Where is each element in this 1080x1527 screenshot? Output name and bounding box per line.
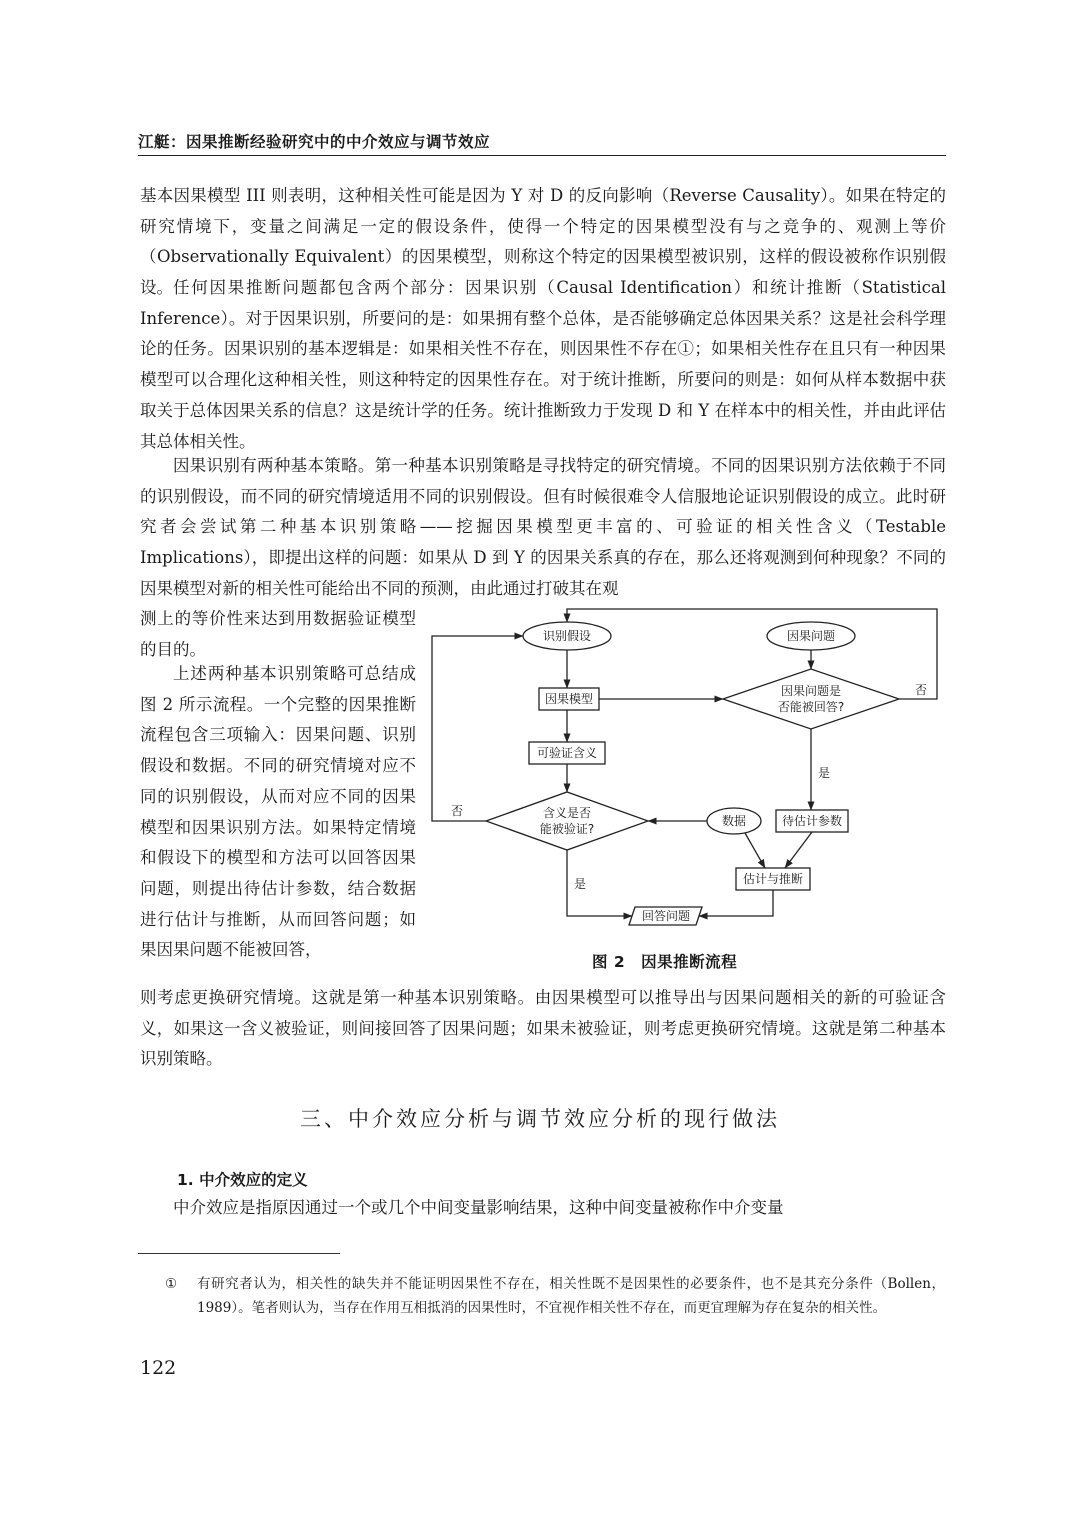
paragraph-identification-strategies-wrap: 测上的等价性来达到用数据验证模型的目的。 (140, 609, 416, 659)
label-parameter: 待估计参数 (781, 814, 843, 828)
footnote-text: 有研究者认为，相关性的缺失并不能证明因果性不存在，相关性既不是因果性的必要条件，也不是其充分条件（Bollen，1989）。笔者则认为，当存在作用互相抵消的因果性时，不宜视作相关性不存在，而更宜理解为存在复杂的相关性。 (197, 1276, 945, 1316)
paragraph-identification-strategies: 因果识别有两种基本策略。第一种基本识别策略是寻找特定的研究情境。不同的因果识别方法依赖于不同的识别假设，而不同的研究情境适用不同的识别假设。但有时候很难令人信服地论证识别假设的成立。此时研究者会尝试第二种基本识别策略——挖掘因果模型更丰富的、可验证的相关性含义（Testable Implications），即提出这样的问题：如果从 D 到 Y 的因果关系真的存在，那么还将观测到何种现象？不同的因果模型对新的相关性可能给出不同的预测，由此通过打破其在观 (140, 456, 946, 598)
label-answer: 回答问题 (641, 909, 691, 923)
paragraph-identification-inference: 任何因果推断问题都包含两个部分：因果识别（Causal Identification）和统计推断（Statistical Inference）。对于因果识别，所要问的是：如果拥有整个总体，是否能够确定总体因果关系？这是社会科学理论的任务。因果识别的基本逻辑是：如果相关性不存在，则因果性不存在①；如果相关性存在且只有一种因果模型可以合理化这种相关性，则这种特定的因果性存在。对于统计推断，所要问的则是：如何从样本数据中获取关于总体因果关系的信息？这是统计学的任务。统计推断致力于发现 D 和 Y 在样本中的相关性，并由此评估其总体相关性。 (140, 278, 946, 451)
node-answerable-decision (723, 669, 899, 729)
section-title: 三、中介效应分析与调节效应分析的现行做法 (300, 1107, 780, 1131)
label-no-verifiable: 否 (450, 804, 464, 818)
paragraph-model-iii: 基本因果模型 III 则表明，这种相关性可能是因为 Y 对 D 的反向影响（Reverse Causality）。如果在特定的研究情境下，变量之间满足一定的假设条件，使得一个特定的因果模型没有与之竞争的、观测上等价（Observationally Equivalent）的因果模型，则称这个特定的因果模型被识别，这样的假设被称作识别假设。 (140, 186, 946, 298)
label-answerable-line-1: 因果问题是 (780, 684, 842, 698)
label-data: 数据 (721, 814, 747, 828)
footnote (165, 1272, 945, 1320)
label-no-answerable: 否 (914, 683, 928, 697)
causal-inference-flowchart (425, 600, 945, 980)
paragraph-mediation-definition: 中介效应是指原因通过一个或几个中间变量影响结果，这种中间变量被称作中介变量 (173, 1198, 784, 1217)
page-number: 122 (140, 1357, 177, 1379)
label-yes-answerable: 是 (817, 766, 831, 780)
label-testable-implication: 可验证含义 (536, 746, 598, 760)
label-verifiable-line-1: 含义是否 (542, 806, 592, 820)
label-causal-question: 因果问题 (786, 629, 836, 643)
running-head: 江艇：因果推断经验研究中的中介效应与调节效应 (138, 133, 491, 151)
figure-caption: 图 2 因果推断流程 (592, 953, 738, 971)
label-yes-verifiable: 是 (573, 877, 587, 891)
node-verifiable-decision (486, 792, 648, 850)
label-causal-model: 因果模型 (544, 692, 594, 706)
footnote-rule (138, 1253, 340, 1254)
footnote-mark: ① (165, 1276, 178, 1292)
paragraph-flow-summary-continued: 则考虑更换研究情境。这就是第一种基本识别策略。由因果模型可以推导出与因果问题相关的新的可验证含义，如果这一含义被验证，则间接回答了因果问题；如果未被验证，则考虑更换研究情境。这就是第二种基本识别策略。 (140, 988, 946, 1069)
sub-heading: 1. 中介效应的定义 (177, 1171, 308, 1189)
label-identification-assumption: 识别假设 (542, 629, 592, 643)
label-answerable-line-2: 否能被回答? (777, 700, 845, 714)
label-estimation: 估计与推断 (742, 872, 804, 886)
header-rule (138, 155, 946, 156)
paragraph-flow-summary-wrap: 上述两种基本识别策略可总结成图 2 所示流程。一个完整的因果推断流程包含三项输入：因果问题、识别假设和数据。不同的研究情境对应不同的识别假设，从而对应不同的因果模型和因果识别方法。如果特定情境和假设下的模型和方法可以回答因果问题，则提出待估计参数，结合数据进行估计与推断，从而回答问题；如果因果问题不能被回答， (140, 664, 416, 960)
label-verifiable-line-2: 能被验证? (539, 822, 595, 836)
